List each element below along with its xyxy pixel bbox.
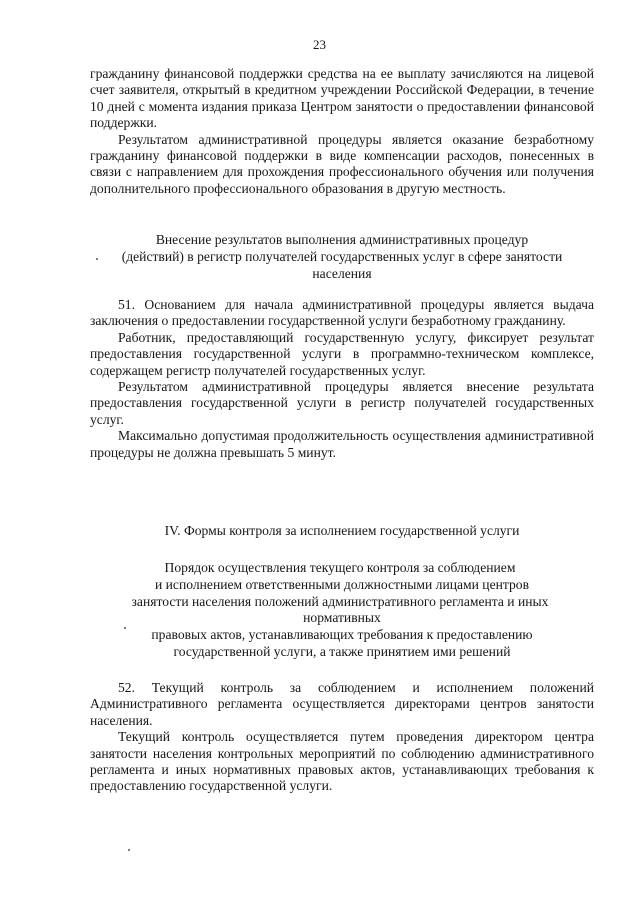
paragraph-52-current-control: 52. Текущий контроль за соблюдением и исполнением положений Административного регламента осуществляется директорами центров занятости населения. bbox=[90, 680, 594, 728]
section-52-block bbox=[90, 680, 594, 795]
paragraph-51-max-duration: Максимально допустимая продолжительность осуществления административной процедуры не должна превышать 5 минут. bbox=[90, 428, 594, 460]
heading-registry-line1: Внесение результатов выполнения административных процедур bbox=[155, 232, 529, 247]
heading-control-line1: Порядок осуществления текущего контроля за соблюдением bbox=[164, 560, 516, 575]
heading-control-line5: правовых актов, устанавливающих требования к предоставлению bbox=[151, 627, 533, 642]
paragraph-52-control-measures: Текущий контроль осуществляется путем проведения директором центра занятости населения контрольных мероприятий по соблюдению административного регламента и иных нормативных правовых актов, устанавливающих требования к предоставлению государственной услуги. bbox=[90, 729, 594, 794]
page-number: 23 bbox=[313, 37, 326, 52]
heading-control-line6: государственной услуги, а также принятием ими решений bbox=[173, 644, 511, 659]
paragraph-51-employee-records: Работник, предоставляющий государственную услугу, фиксирует результат предоставления государственной услуги в программно-техническом комплексе, содержащем регистр получателей государственных услуг. bbox=[90, 329, 594, 378]
heading-registry-line2: (действий) в регистр получателей государственных услуг в сфере занятости bbox=[121, 249, 563, 264]
paragraph-financial-support-payment: гражданину финансовой поддержки средства на ее выплату зачисляются на лицевой счет заявителя, открытый в кредитном учреждении Российской Федерации, в течение 10 дней с момента издания приказа Центром занятости о предоставлении финансовой поддержки. bbox=[90, 66, 594, 131]
paragraph-procedure-result-compensation: Результатом административной процедуры является оказание безработному гражданину финансовой поддержки в виде компенсации расходов, понесенных в связи с направлением для прохождения профессионального обучения или получения дополнительного профессионального образования в другую местность. bbox=[90, 131, 594, 196]
top-text-block bbox=[90, 66, 594, 197]
heading-control-line3: занятости населения положений административного регламента и иных bbox=[131, 594, 549, 609]
scan-speck bbox=[124, 627, 126, 629]
heading-control-line4: нормативных bbox=[303, 610, 381, 625]
heading-registry-line3: населения bbox=[312, 266, 372, 281]
scan-speck bbox=[128, 849, 130, 851]
paragraph-51-result: Результатом административной процедуры является внесение результата предоставления государственной услуги в регистр получателей государственных услуг. bbox=[90, 379, 594, 427]
paragraph-51-basis: 51. Основанием для начала административной процедуры является выдача заключения о предоставлении государственной услуги безработному гражданину. bbox=[90, 297, 594, 329]
section-51-block bbox=[90, 297, 594, 461]
heading-section-4: IV. Формы контроля за исполнением государственной услуги bbox=[164, 523, 520, 538]
scan-speck bbox=[96, 258, 98, 260]
heading-control-line2: и исполнением ответственными должностными лицами центров bbox=[154, 577, 529, 592]
